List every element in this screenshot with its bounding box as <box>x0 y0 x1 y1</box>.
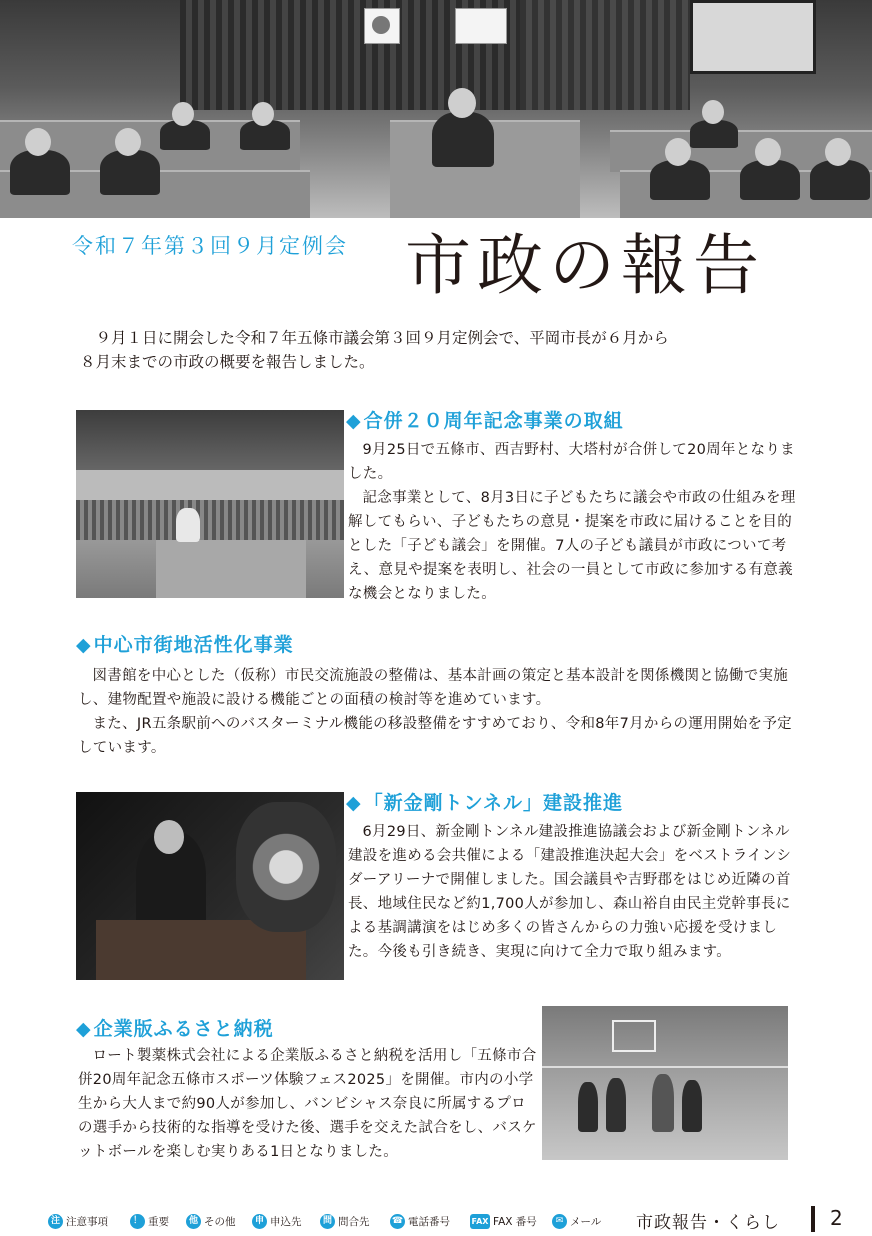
section-title-merger: ◆ 合併２０周年記念事業の取組 <box>346 410 624 432</box>
intro-line-1: ９月１日に開会した令和７年五條市議会第３回９月定例会で、平岡市長が６月から <box>95 329 669 347</box>
legend-important: ！ 重要 <box>130 1214 169 1229</box>
phone-icon: ☎ <box>390 1214 405 1229</box>
footer-divider <box>811 1206 815 1232</box>
mail-icon: ✉ <box>552 1214 567 1229</box>
page-number: 2 <box>830 1206 843 1230</box>
section-body-downtown: 図書館を中心とした（仮称）市民交流施設の整備は、基本計画の策定と基本設計を関係機関と協働で実施し、建物配置や施設に設ける機能ごとの面積の検討等を進めています。 また、JR五条駅前へのバスターミナル機能の移設整備をすすめており、令和8年7月からの運用開始を予定しています。 <box>78 668 792 756</box>
meeting-subtitle: 令和７年第３回９月定例会 <box>72 234 348 258</box>
important-icon: ！ <box>130 1214 145 1229</box>
page-title: 市政の報告 <box>405 227 765 304</box>
legend-fax: FAX FAX 番号 <box>471 1216 537 1228</box>
legend-inquiry: 問 問合先 <box>320 1214 370 1229</box>
diamond-icon: ◆ <box>346 792 362 814</box>
footer-section-label: 市政報告・くらし <box>636 1213 780 1233</box>
section-body-tunnel: 6月29日、新金剛トンネル建設推進協議会および新金剛トンネル建設を進める会共催による「建設推進決起大会」をベストラインシダーアリーナで開催しました。国会議員や吉野郡をはじめ近隣の首長、地域住民など約1,700人が参加し、森山裕自由民主党幹事長による基調講演をはじめ多くの皆さんからの力強い応援を受けました。今後も引き続き、実現に向けて全力で取り組みます。 <box>348 824 792 960</box>
inquiry-icon: 問 <box>320 1214 335 1229</box>
children-assembly-photo <box>76 410 344 598</box>
section-title-downtown: ◆ 中心市街地活性化事業 <box>76 634 294 656</box>
legend-phone: ☎ 電話番号 <box>391 1216 450 1228</box>
section-body-merger: 9月25日で五條市、西吉野村、大塔村が合併して20周年となりました。 記念事業として、8月3日に子どもたちに議会や市政の仕組みを理解してもらい、子どもたちの意見・提案を市政に届けることを目的とした「子ども議会」を開催。7人の子ども議員が市政について考え、意見や提案を表明し、社会の一員として市政に参加する有意義な機会となりました。 <box>348 442 796 602</box>
diamond-icon: ◆ <box>76 1018 92 1040</box>
page-footer <box>0 1200 872 1236</box>
legend-other: 他 その他 <box>186 1214 236 1229</box>
other-icon: 他 <box>186 1214 201 1229</box>
section-body-furusato: ロート製薬株式会社による企業版ふるさと納税を活用し「五條市合併20周年記念五條市スポーツ体験フェス2025」を開催。市内の小学生から大人まで約90人が参加し、バンビシャス奈良に所属するプロの選手から技術的な指導を受けた後、選手を交えた試合をし、バスケットボールを楽しむ実りある1日となりました。 <box>78 1048 537 1160</box>
tunnel-rally-photo <box>76 792 344 980</box>
legend-apply: 申 申込先 <box>252 1214 302 1229</box>
apply-icon: 申 <box>252 1214 267 1229</box>
diamond-icon: ◆ <box>346 410 362 432</box>
diamond-icon: ◆ <box>76 634 92 656</box>
basketball-fest-photo <box>542 1006 788 1160</box>
council-chamber-photo <box>0 0 872 218</box>
fax-icon: FAX <box>470 1214 490 1229</box>
legend-mail: ✉ メール <box>552 1214 601 1229</box>
legend-caution: 注 注意事項 <box>48 1214 108 1229</box>
caution-icon: 注 <box>48 1214 63 1229</box>
intro-paragraph <box>80 326 800 374</box>
section-title-furusato: ◆ 企業版ふるさと納税 <box>76 1018 274 1040</box>
intro-line-2: ８月末までの市政の概要を報告しました。 <box>80 353 375 371</box>
section-title-tunnel: ◆ 「新金剛トンネル」建設推進 <box>346 792 624 814</box>
